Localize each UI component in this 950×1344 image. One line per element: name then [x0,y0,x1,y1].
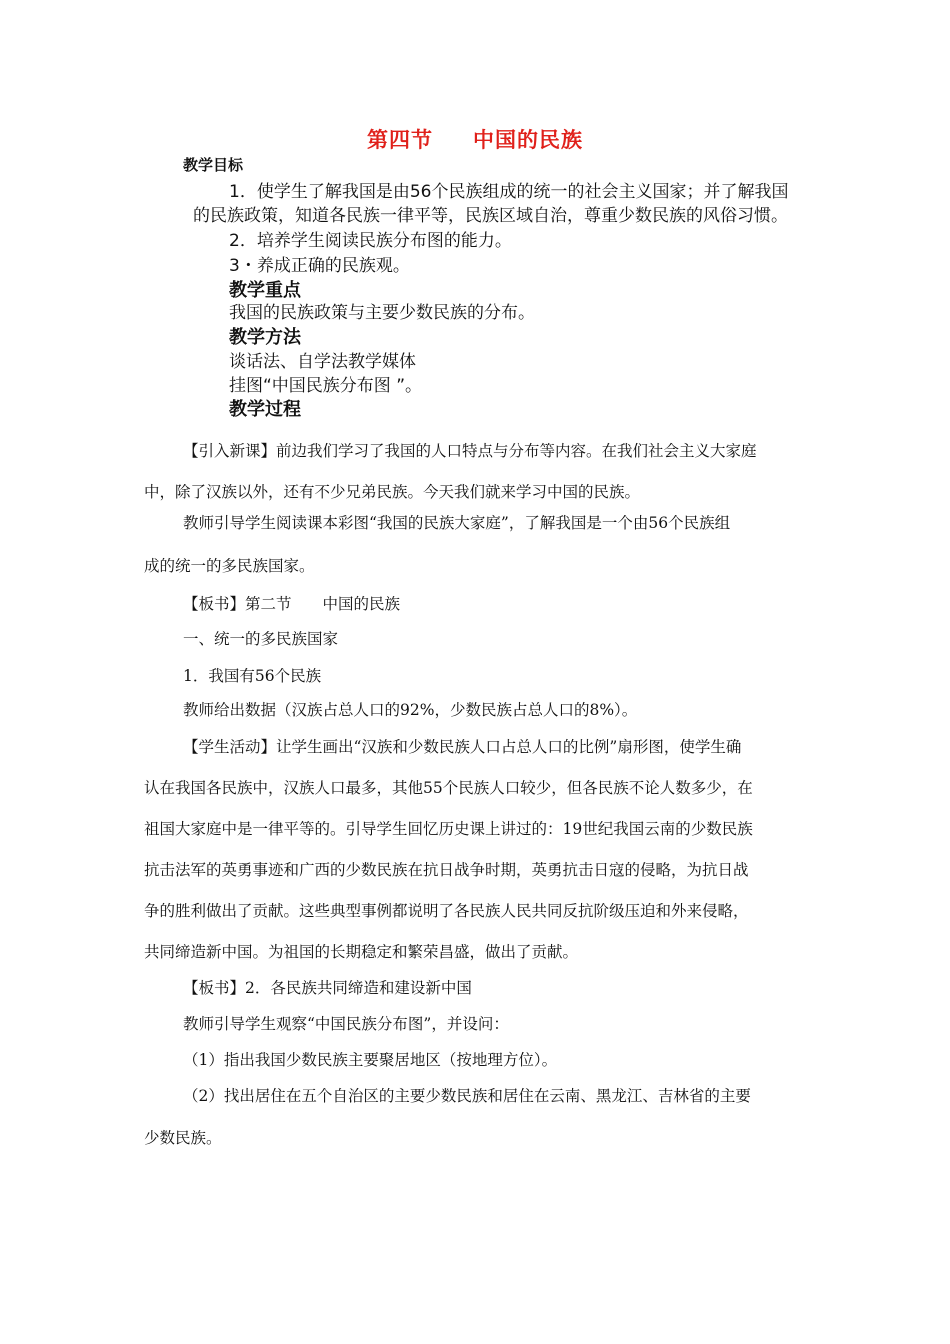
body-line-6: 一、统一的多民族国家 [183,630,339,648]
body-line-17: （1）指出我国少数民族主要聚居地区（按地理方位）。 [183,1051,558,1069]
method-heading: 教学方法 [229,327,301,348]
body-line-9: 【学生活动】让学生画出“汉族和少数民族人口占总人口的比例”扇形图，使学生确 [183,738,742,756]
page-title [0,124,950,154]
title-section: 第四节 [367,128,433,152]
method-text-2: 挂图“中国民族分布图 ”。 [229,376,423,396]
body-line-5: 【板书】第二节 中国的民族 [183,595,401,613]
body-line-15: 【板书】2．各民族共同缔造和建设新中国 [183,979,472,997]
body-line-16: 教师引导学生观察“中国民族分布图”，并设问： [183,1015,509,1033]
process-heading: 教学过程 [229,399,301,420]
key-point-heading: 教学重点 [229,280,301,301]
body-line-2: 中，除了汉族以外，还有不少兄弟民族。今天我们就来学习中国的民族。 [144,483,641,501]
body-line-14: 共同缔造新中国。为祖国的长期稳定和繁荣昌盛，做出了贡献。 [144,943,579,961]
body-line-1: 【引入新课】前边我们学习了我国的人口特点与分布等内容。在我们社会主义大家庭 [183,442,757,460]
body-line-18: （2）找出居住在五个自治区的主要少数民族和居住在云南、黑龙江、吉林省的主要 [183,1087,751,1105]
body-line-7: 1．我国有56个民族 [183,667,322,685]
body-line-4: 成的统一的多民族国家。 [144,557,315,575]
key-point-text: 我国的民族政策与主要少数民族的分布。 [229,303,535,323]
body-line-12: 抗击法军的英勇事迹和广西的少数民族在抗日战争时期，英勇抗击日寇的侵略，为抗日战 [144,861,749,879]
body-line-8: 教师给出数据（汉族占总人口的92%，少数民族占总人口的8%）。 [183,701,638,719]
objective-1-line-2: 的民族政策，知道各民族一律平等，民族区域自治，尊重少数民族的风俗习惯。 [193,206,788,226]
title-topic: 中国的民族 [473,128,583,152]
body-line-3: 教师引导学生阅读课本彩图“我国的民族大家庭”，了解我国是一个由56个民族组 [183,514,731,532]
method-text-1: 谈话法、自学法教学媒体 [229,352,416,372]
body-line-13: 争的胜利做出了贡献。这些典型事例都说明了各民族人民共同反抗阶级压迫和外来侵略， [144,902,749,920]
body-line-10: 认在我国各民族中，汉族人口最多，其他55个民族人口较少，但各民族不论人数多少，在 [144,779,753,797]
objectives-heading: 教学目标 [183,156,244,174]
objective-2: 2．培养学生阅读民族分布图的能力。 [229,231,512,251]
body-line-19: 少数民族。 [144,1129,222,1147]
objective-3: 3・养成正确的民族观。 [229,256,410,276]
objective-1-line-1: 1．使学生了解我国是由56个民族组成的统一的社会主义国家；并了解我国 [229,182,789,202]
body-line-11: 祖国大家庭中是一律平等的。引导学生回忆历史课上讲过的：19世纪我国云南的少数民族 [144,820,753,838]
